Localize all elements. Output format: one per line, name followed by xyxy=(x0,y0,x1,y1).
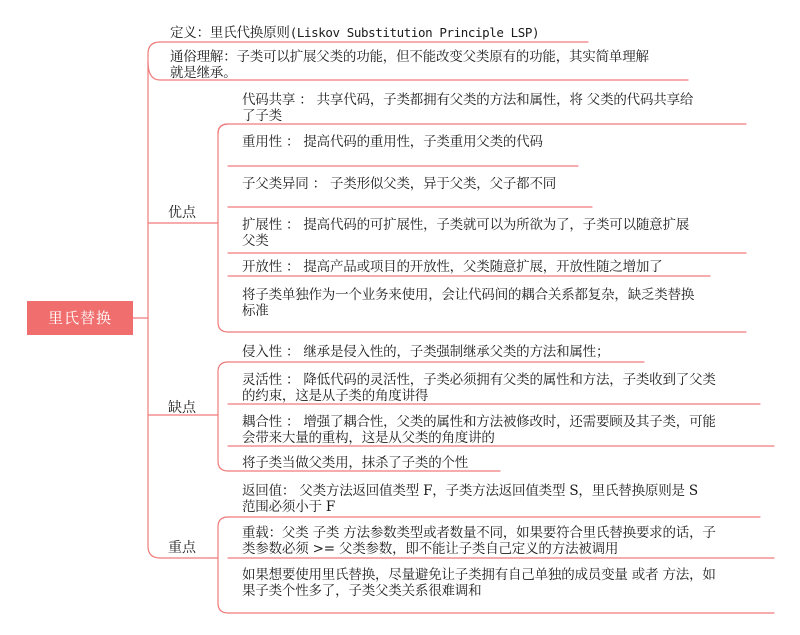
dis-item-4[interactable] xyxy=(242,455,772,471)
dis-item-1-line-1: 侵入性 ： 继承是侵入性的，子类强制继承父类的方法和属性； xyxy=(242,344,610,360)
main-spine xyxy=(148,42,160,558)
definition-english: (Liskov Substitution Principle LSP) xyxy=(289,25,540,40)
adv-item-2-line-1: 重用性 ： 提高代码的重用性，子类重用父类的代码 xyxy=(242,134,543,150)
adv-item-6-line-1: 将子类单独作为一个业务来使用，会让代码间的耦合关系都复杂，缺乏类替换 xyxy=(242,287,695,303)
dis-item-3-line-2: 会带来大量的重构，这是从父类的角度讲的 xyxy=(242,430,495,446)
adv-item-1-underline xyxy=(218,124,746,134)
advantages-spine xyxy=(218,124,228,332)
key-item-2[interactable] xyxy=(242,525,772,557)
key-item-2-line-1: 重载：父类 子类 方法参数类型或者数量不同，如果要符合里氏替换要求的话，子 xyxy=(242,525,716,541)
dis-item-3[interactable] xyxy=(242,414,772,446)
adv-item-2[interactable] xyxy=(242,134,762,150)
adv-item-6[interactable] xyxy=(242,287,762,319)
adv-item-4-line-2: 父类 xyxy=(242,233,269,249)
adv-item-4-line-1: 扩展性 ： 提高代码的可扩展性，子类就可以为所欲为了，子类可以随意扩展 xyxy=(242,217,690,233)
adv-item-5[interactable] xyxy=(242,259,762,275)
adv-item-3-line-1: 子父类异同 ： 子类形似父类，异于父类，父子都不同 xyxy=(242,176,557,192)
definition-prefix: 定义：里氏代换原则 xyxy=(170,25,290,41)
key-item-2-line-2: 类参数必须 >= 父类参数，即不能让子类自己定义的方法被调用 xyxy=(242,541,619,557)
keypoints-spine xyxy=(218,517,228,613)
disadvantages-label[interactable]: 缺点 xyxy=(168,400,196,416)
adv-item-4[interactable] xyxy=(242,217,762,249)
adv-item-6-line-2: 标准 xyxy=(242,303,269,319)
adv-item-1-line-1: 代码共享 ： 共享代码，子类都拥有父类的方法和属性，将 父类的代码共享给 xyxy=(242,92,694,108)
dis-item-4-line-1: 将子类当做父类用，抹杀了子类的个性 xyxy=(242,455,469,471)
definition-node[interactable] xyxy=(170,25,730,41)
plain-line-1: 通俗理解：子类可以扩展父类的功能，但不能改变父类原有的功能，其实简单理解 xyxy=(170,49,649,65)
keypoints-label[interactable]: 重点 xyxy=(168,540,196,556)
key-item-1-line-2: 范围必须小于 F xyxy=(242,499,336,515)
dis-item-3-line-1: 耦合性 ： 增强了耦合性，父类的属性和方法被修改时，还需要顾及其子类，可能 xyxy=(242,414,716,430)
dis-item-2-line-2: 的约束，这是从子类的角度讲得 xyxy=(242,388,429,404)
dis-item-1[interactable] xyxy=(242,344,772,360)
key-item-3-line-1: 如果想要使用里氏替换，尽量避免让子类拥有自己单独的成员变量 或者 方法，如 xyxy=(242,567,716,583)
key-item-3-line-2: 果子类个性多了，子类父类关系很难调和 xyxy=(242,583,482,599)
key-item-1-line-1: 返回值： 父类方法返回值类型 F，子类方法返回值类型 S，里氏替换原则是 S xyxy=(242,483,698,499)
adv-item-1-line-2: 了子类 xyxy=(242,108,282,124)
plain-explanation-node[interactable] xyxy=(170,49,730,81)
adv-item-1[interactable] xyxy=(242,92,762,124)
disadvantages-spine xyxy=(218,362,228,471)
root-node[interactable]: 里氏替换 xyxy=(27,301,133,335)
key-item-1[interactable] xyxy=(242,483,772,515)
adv-item-5-line-1: 开放性 ： 提高产品或项目的开放性，父类随意扩展，开放性随之增加了 xyxy=(242,259,663,275)
plain-line-2: 就是继承。 xyxy=(170,65,237,81)
advantages-label[interactable]: 优点 xyxy=(168,205,196,221)
dis-item-2[interactable] xyxy=(242,372,772,404)
dis-item-2-line-1: 灵活性 ： 降低代码的灵活性，子类必须拥有父类的属性和方法，子类收到了父类 xyxy=(242,372,716,388)
adv-item-3[interactable] xyxy=(242,176,762,192)
key-item-3[interactable] xyxy=(242,567,772,599)
